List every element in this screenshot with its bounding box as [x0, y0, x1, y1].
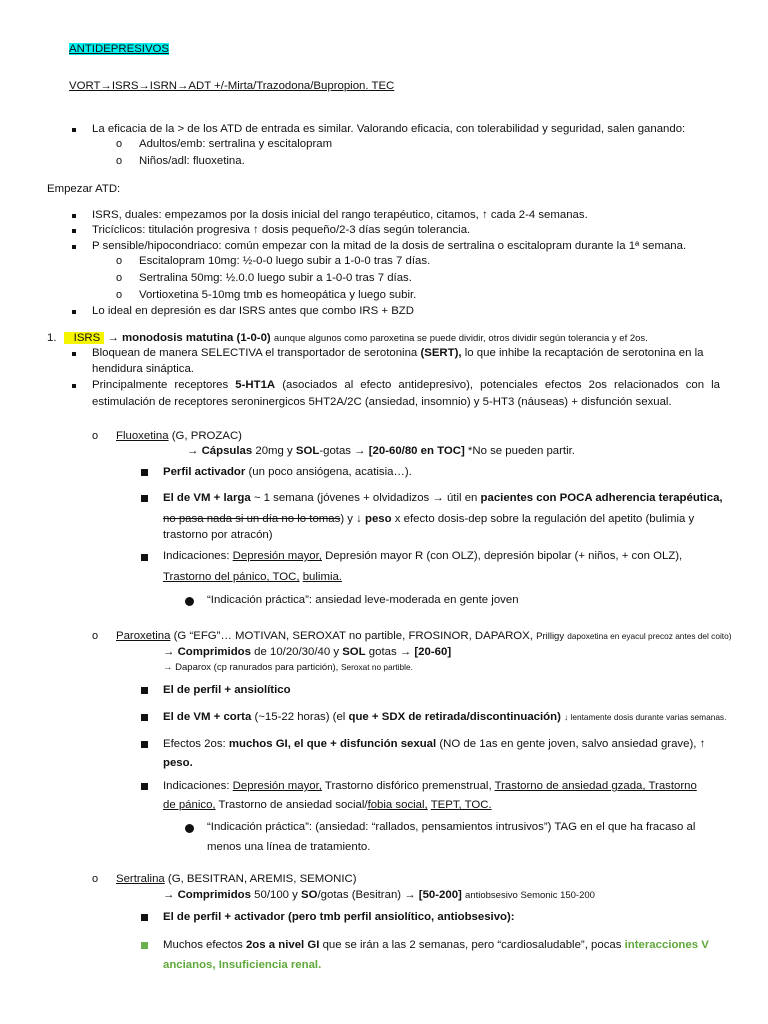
text-run: 2os a nivel GI	[245, 939, 320, 951]
bullet-square	[141, 741, 148, 748]
bullet-square	[141, 495, 148, 502]
text-run: que se irán a las 2 semanas, pero “cardiosaludable”, pocas	[322, 939, 622, 951]
text-run: bulimia.	[302, 571, 342, 583]
text-run: pacientes con POCA adherencia terapéutica,	[480, 492, 723, 504]
section-number: 1.	[47, 332, 57, 344]
text-run: Indicaciones:	[163, 780, 230, 792]
bullet-square	[141, 469, 148, 476]
text-run: Bloquean de manera SELECTIVA el transportador de serotonina	[92, 347, 418, 359]
sertralina-dosage	[163, 890, 595, 901]
start-heading: Empezar ATD:	[47, 183, 121, 195]
bullet-square-green	[141, 942, 148, 949]
bullet-ring: o	[116, 289, 123, 301]
text-run: El de VM + corta	[163, 711, 252, 723]
text-run: (NO de 1as en gente joven, salvo ansiedad grave), ↑	[439, 738, 706, 750]
sertralina-heading	[116, 874, 357, 885]
text-run: Trastorno de ansiedad gzada, Trastorno	[494, 780, 697, 792]
bullet-square	[72, 352, 76, 356]
sertralina-perfil: El de perfil + activador (pero tmb perfil ansiolítico, antiobsesivo):	[163, 911, 515, 923]
text-run: El de VM + larga	[163, 492, 251, 504]
intro-bullet: La eficacia de la > de los ATD de entrada es similar. Valorando eficacia, con tolerabilidad y seguridad, salen ganando:	[92, 123, 686, 135]
text-run: Seroxat no partible.	[340, 662, 413, 672]
drug-name: Paroxetina	[116, 630, 171, 642]
bullet-square	[141, 554, 148, 561]
start-bullet-4: Lo ideal en depresión es dar ISRS antes que combo IRS + BZD	[92, 305, 414, 317]
text-run: peso	[365, 513, 392, 525]
paroxetina-perfil: El de perfil + ansiolítico	[163, 684, 291, 696]
bullet-ring: o	[92, 430, 99, 442]
text-run: Prilligy	[536, 631, 565, 642]
text-run: Efectos 2os:	[163, 738, 226, 750]
text-run: Depresión mayor,	[232, 550, 322, 562]
start-sub-3: Vortioxetina 5-10mg tmb es homeopática y luego subir.	[139, 289, 417, 301]
bullet-ring: o	[116, 272, 123, 284]
text-run: ↓ lentamente dosis durante varias semanas.	[564, 712, 727, 722]
fluoxetina-vm-2	[163, 514, 694, 525]
drug-brands: (G “EFG”… MOTIVAN, SEROXAT no partible, FROSINOR, DAPAROX,	[173, 630, 533, 642]
drug-name: Sertralina	[116, 873, 165, 885]
isrs-bullet-2	[92, 380, 720, 391]
isrs-label	[64, 332, 105, 344]
paroxetina-efectos	[163, 739, 705, 750]
bullet-ring: o	[116, 255, 123, 267]
text-run: Comprimidos	[177, 889, 251, 901]
start-bullet-1: ISRS, duales: empezamos por la dosis inicial del rango terapéutico, citamos, ↑ cada 2-4 semanas.	[92, 209, 588, 221]
bullet-square	[72, 310, 76, 314]
fluoxetina-practica: “Indicación práctica”: ansiedad leve-moderada en gente joven	[207, 594, 519, 606]
fluoxetina-heading	[116, 431, 242, 442]
bullet-ring: o	[116, 138, 123, 150]
text-run: SOL	[295, 445, 320, 457]
text-run: (un poco ansiógena, acatisia…).	[248, 466, 412, 478]
text-run: Trastorno de ansiedad social/	[218, 799, 368, 811]
text-run: -gotas →	[319, 445, 366, 457]
text-run: Trastorno disfórico premenstrual,	[324, 780, 492, 792]
paroxetina-vm	[163, 712, 726, 723]
text-run: (asociados al efecto antidepresivo), potenciales efectos 2os relacionados con la	[282, 379, 720, 391]
sertralina-efectos	[163, 940, 709, 951]
fluoxetina-vm-3: trastorno por atracón)	[163, 529, 273, 541]
text-run: (SERT),	[420, 347, 462, 359]
text-run: ) y ↓	[340, 513, 362, 525]
text-run: 20mg y	[255, 445, 293, 457]
isrs-bullet-2-cont: estimulación de receptores seroninergicos 5HT2A/2C (ansiedad, insomnio) y 5-HT3 (náuseas) + disfunción sexual.	[92, 396, 672, 408]
treatment-sequence: VORT→ISRS→ISRN→ADT +/-Mirta/Trazodona/Bupropion. TEC	[69, 80, 395, 92]
bullet-square	[72, 384, 76, 388]
text-run: de pánico,	[163, 799, 216, 811]
text-run: de 10/20/30/40 y	[254, 646, 340, 658]
text-run: TEPT, TOC.	[430, 799, 492, 811]
isrs-bullet-1	[92, 348, 704, 359]
sertralina-efectos-2: ancianos, Insuficiencia renal.	[163, 959, 322, 971]
text-run: Cápsulas	[201, 445, 253, 457]
text-run: fobia social,	[367, 799, 428, 811]
text-run: SOL	[342, 646, 366, 658]
start-sub-1: Escitalopram 10mg: ½-0-0 luego subir a 1-0-0 tras 7 días.	[139, 255, 431, 267]
arrow-icon: →	[107, 332, 119, 344]
isrs-note: aunque algunos como paroxetina se puede dividir, otros dividir según tolerancia y ef 2os.	[273, 333, 648, 344]
text-run: antiobsesivo Semonic 150-200	[465, 890, 595, 901]
bullet-square	[141, 687, 148, 694]
paroxetina-heading	[116, 631, 731, 642]
fluoxetina-vm	[163, 493, 723, 504]
bullet-square	[141, 714, 148, 721]
paroxetina-practica-2: menos una línea de tratamiento.	[207, 841, 371, 853]
paroxetina-dosage	[163, 647, 451, 658]
bullet-dot	[185, 597, 194, 606]
text-run: SO	[301, 889, 318, 901]
text-run: no pasa nada si un día no lo tomas	[163, 513, 341, 525]
paroxetina-practica: “Indicación práctica”: (ansiedad: “rallados, pensamientos intrusivos”) TAG en el que ha fracaso al	[207, 821, 696, 833]
text-run: Comprimidos	[177, 646, 251, 658]
paroxetina-daparox	[163, 663, 413, 673]
isrs-heading	[47, 333, 648, 344]
arrow-icon: →	[163, 646, 175, 658]
bullet-square	[72, 229, 76, 233]
isrs-dose: monodosis matutina (1-0-0)	[122, 332, 271, 344]
bullet-square	[72, 214, 76, 218]
text-run: Principalmente receptores	[92, 379, 229, 391]
title-text: ANTIDEPRESIVOS	[69, 43, 170, 55]
text-run: [20-60]	[414, 646, 452, 658]
text-run: → Daparox (cp ranurados para partición),	[163, 662, 339, 673]
text-run: [50-200]	[418, 889, 462, 901]
bullet-ring: o	[92, 873, 99, 885]
bullet-dot	[185, 824, 194, 833]
start-bullet-2: Tricíclicos: titulación progresiva ↑ dosis pequeño/2-3 días según tolerancia.	[92, 224, 471, 236]
isrs-bullet-1-cont: hendidura sináptica.	[92, 363, 194, 375]
text-run: /gotas (Besitran) →	[317, 889, 416, 901]
intro-sub-2: Niños/adl: fluoxetina.	[139, 155, 245, 167]
bullet-square	[72, 245, 76, 249]
text-run: gotas →	[368, 646, 412, 658]
text-run: interacciones V	[624, 939, 709, 951]
text-run: [20-60/80 en TOC]	[368, 445, 465, 457]
bullet-square	[141, 914, 148, 921]
text-run: Perfil activador	[163, 466, 246, 478]
isrs-label-text: ISRS	[73, 332, 101, 344]
text-run: Depresión mayor R (con OLZ), depresión bipolar (+ niños, + con OLZ),	[325, 550, 683, 562]
bullet-square	[141, 783, 148, 790]
text-run: ~ 1 semana (jóvenes + olvidadizos → útil en	[253, 492, 478, 504]
bullet-ring: o	[92, 630, 99, 642]
text-run: *No se pueden partir.	[467, 445, 575, 457]
fluoxetina-perfil	[163, 467, 412, 478]
text-run: muchos GI, el que + disfunción sexual	[228, 738, 437, 750]
text-run: 5-HT1A	[235, 379, 276, 391]
bullet-ring: o	[116, 155, 123, 167]
arrow-icon: →	[163, 889, 175, 901]
document-title	[69, 44, 169, 55]
text-run: Trastorno del pánico, TOC,	[163, 571, 300, 583]
fluoxetina-dosage	[187, 446, 575, 457]
text-run: Muchos efectos	[163, 939, 243, 951]
drug-brands: (G, PROZAC)	[171, 430, 242, 442]
bullet-square	[72, 128, 76, 132]
paroxetina-efectos-2: peso.	[163, 757, 193, 769]
arrow-icon: →	[187, 445, 199, 457]
text-run: dapoxetina en eyacul precoz antes del coito)	[567, 631, 732, 641]
text-run: 50/100 y	[254, 889, 298, 901]
text-run: Indicaciones:	[163, 550, 230, 562]
intro-sub-1: Adultos/emb: sertralina y escitalopram	[139, 138, 333, 150]
drug-name: Fluoxetina	[116, 430, 169, 442]
drug-brands: (G, BESITRAN, AREMIS, SEMONIC)	[167, 873, 357, 885]
text-run: Depresión mayor,	[232, 780, 322, 792]
start-sub-2: Sertralina 50mg: ½.0.0 luego subir a 1-0-0 tras 7 días.	[139, 272, 412, 284]
fluoxetina-indicaciones	[163, 551, 682, 562]
text-run: x efecto dosis-dep sobre la regulación del apetito (bulimia y	[394, 513, 695, 525]
paroxetina-indicaciones-2	[163, 800, 492, 811]
text-run: que + SDX de retirada/discontinuación)	[348, 711, 561, 723]
fluoxetina-indicaciones-2	[163, 572, 342, 583]
text-run: lo que inhibe la recaptación de serotonina en la	[464, 347, 704, 359]
paroxetina-indicaciones	[163, 781, 697, 792]
text-run: (~15-22 horas) (el	[254, 711, 346, 723]
start-bullet-3: P sensible/hipocondriaco: común empezar con la mitad de la dosis de sertralina o escitalopram durante la 1ª semana.	[92, 240, 687, 252]
